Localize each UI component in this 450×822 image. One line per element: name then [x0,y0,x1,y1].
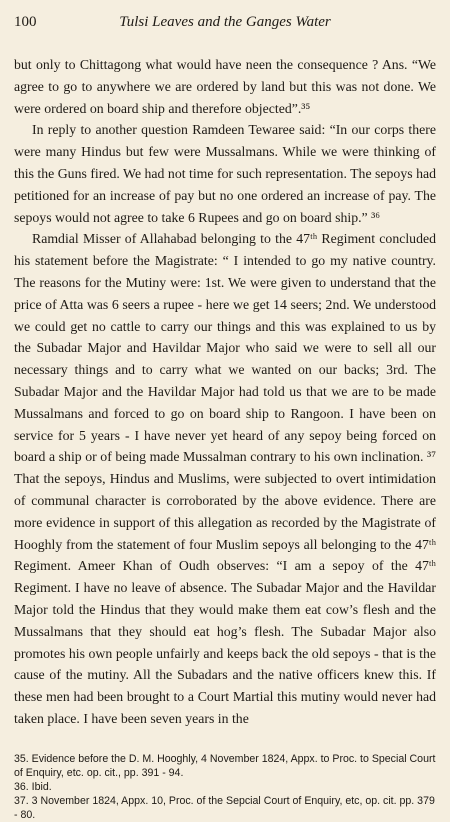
footnotes [14,752,436,822]
page-header [14,14,436,36]
paragraph: In reply to another question Ramdeen Tewaree said: “In our corps there were many Hindus but few were Mussalmans. While we were thinking of this the Guns fired. We had not time for such representation. The sepoys had petitioned for an increase of pay but no one ordered an increase of pay. The sepoys would not agree to take 6 Rupees and go on board ship.” ³⁶ [14,122,436,225]
footnote: 36. Ibid. [14,780,52,793]
footnote: 37. 3 November 1824, Appx. 10, Proc. of the Sepcial Court of Enquiry, etc, op. cit. pp. 379 - 80. [14,794,435,821]
body-text [14,54,436,730]
running-title: Tulsi Leaves and the Ganges Water [119,14,331,30]
paragraph: Ramdial Misser of Allahabad belonging to the 47ᵗʰ Regiment concluded his statement before the Magistrate: “ I intended to go my native country. The reasons for the Mutiny were: 1st. We were given to understand that the price of Atta was 6 seers a rupee - here we get 14 seers; 2nd. We understood we could get no cattle to carry our things and this was explained to us by the Subadar Major and Havildar Major who said we were to sell all our necessary things and to carry what we wanted on our backs; 3rd. The Subadar Major and the Havildar Major had told us that we are to be made Mussalmans and forced to go on board ship to Rangoon. I have been on service for 5 years - I have never yet heard of any sepoy being forced on board a ship or of being made Mussalman contrary to his own inclination. ³⁷ That the sepoys, Hindus and Muslims, were subjected to overt intimidation of communal character is corroborated by the above evidence. There are more evidence in support of this allegation as recorded by the Magistrate of Hooghly from the statement of four Muslim sepoys all belonging to the 47ᵗʰ Regiment. Ameer Khan of Oudh observes: “I am a sepoy of the 47ᵗʰ Regiment. I have no leave of absence. The Subadar Major and the Havildar Major told the Hindus that they would make them eat cow’s flesh and the Mussalmans that they should eat hog’s flesh. The Subadar Major also promotes his own people unfairly and keeps back the old sepoys - that is the cause of the mutiny. All the Subadars and the native officers knew this. If these men had been brought to a Court Martial this mutiny would never had taken place. I have been seven years in the [14,231,436,726]
footnote: 35. Evidence before the D. M. Hooghly, 4 November 1824, Appx. to Proc. to Special Court of Enquiry, etc. op. cit., pp. 391 - 94. [14,752,436,779]
page-number: 100 [14,14,37,30]
paragraph: but only to Chittagong what would have neen the consequence ? Ans. “We agree to go to anywhere we are ordered by land but this was not done. We were ordered on board ship and therefore objected”.³⁵ [14,57,436,116]
